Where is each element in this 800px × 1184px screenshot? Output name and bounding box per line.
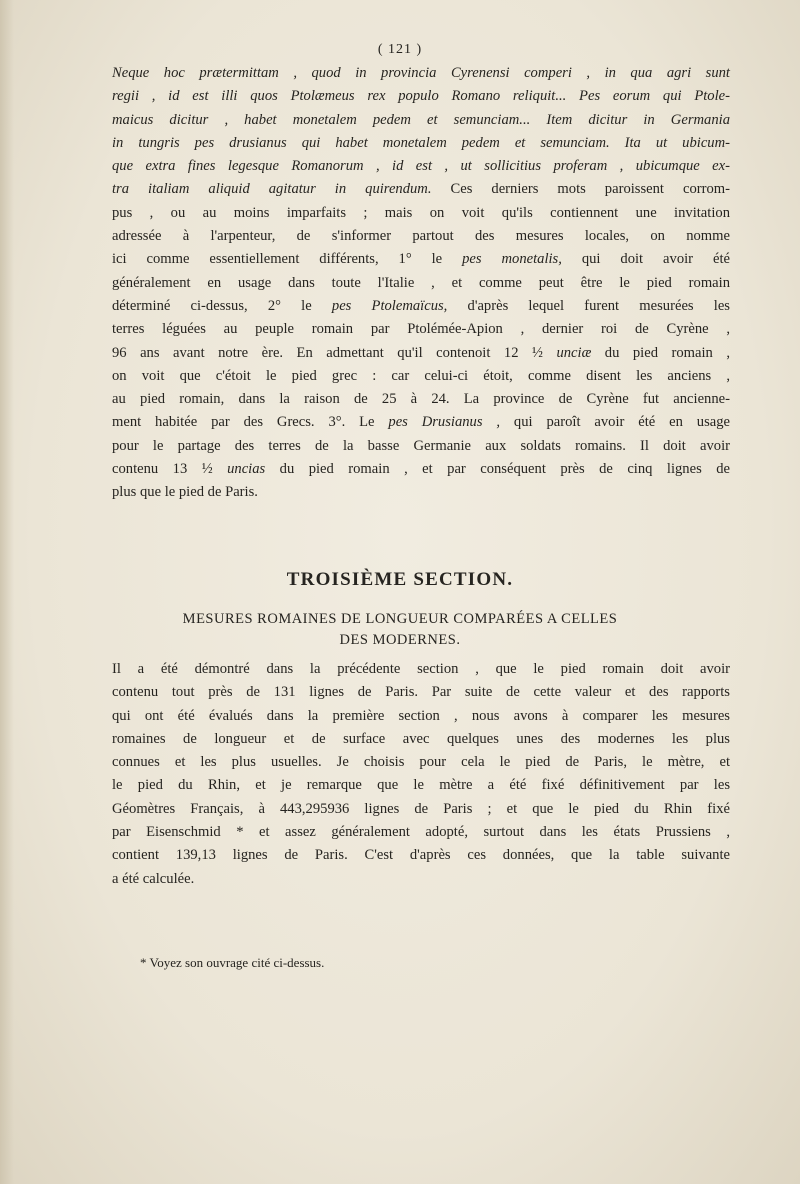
text-run: d'après lequel furent mesurées les	[447, 297, 730, 314]
footnote: * Voyez son ouvrage cité ci-dessus.	[140, 955, 325, 970]
text-run: pus , ou au moins imparfaits ; mais on voit qu'ils contiennent une invitation	[112, 204, 730, 221]
text-run: contient 139,13 lignes de Paris. C'est d'après ces données, que la table suivante	[112, 847, 730, 864]
text-run: pour le partage des terres de la basse Germanie aux soldats romains. Il doit avoir	[112, 437, 730, 454]
text-line	[112, 821, 730, 844]
text-line	[112, 435, 730, 458]
text-line	[112, 844, 730, 867]
text-run: Il a été démontré dans la précédente section , que le pied romain doit avoir	[112, 661, 730, 677]
text-line	[112, 388, 730, 411]
text-line	[112, 774, 730, 797]
text-run: connues et les plus usuelles. Je choisis pour cela le pied de Paris, le mètre, et	[112, 754, 730, 771]
text-line	[112, 272, 730, 295]
text-line	[112, 365, 730, 388]
text-run: déterminé ci-dessus, 2° le	[112, 297, 332, 314]
italic-run: maicus dicitur , habet monetalem pedem et semunciam... Item dicitur in Germania	[112, 111, 730, 128]
italic-run: pes Drusianus ,	[388, 414, 501, 431]
text-line	[112, 798, 730, 821]
text-line	[112, 658, 730, 681]
text-run: par Eisenschmid * et assez généralement adopté, surtout dans les états Prussiens ,	[112, 824, 730, 841]
text-run: contenu tout près de 131 lignes de Paris. Par suite de cette valeur et des rapports	[112, 684, 730, 701]
text-run: ment habitée par des Grecs. 3°. Le	[112, 414, 389, 431]
text-line	[112, 132, 730, 155]
text-run: au pied romain, dans la raison de 25 à 24. La province de Cyrène fut ancienne-	[112, 391, 730, 408]
text-run: Ces derniers mots paroissent corrom-	[431, 181, 730, 198]
text-run: qui doit avoir été	[561, 251, 730, 268]
text-line	[112, 751, 730, 774]
text-line	[112, 295, 730, 318]
italic-run: pes Ptolemaïcus,	[331, 297, 448, 314]
text-run: terres léguées au peuple romain par Ptolémée-Apion , dernier roi de Cyrène ,	[112, 321, 730, 338]
section-subtitle-line: MESURES ROMAINES DE LONGUEUR COMPARÉES A CELLES	[182, 611, 618, 627]
text-line	[112, 155, 730, 178]
page-edge-shadow	[0, 0, 14, 1184]
text-line	[112, 705, 730, 728]
text-run: ici comme essentiellement différents, 1° le	[112, 251, 463, 268]
text-line	[112, 458, 730, 481]
text-run: 96 ans avant notre ère. En admettant qu'il contenoit 12 ½	[112, 344, 557, 361]
text-run: adressée à l'arpenteur, de s'informer partout des mesures locales, on nomme	[112, 228, 730, 245]
text-line	[112, 318, 730, 341]
italic-run: in tungris pes drusianus qui habet monetalem pedem et semunciam. Ita ut ubicum-	[112, 134, 730, 151]
text-line	[112, 868, 730, 891]
text-line	[112, 411, 730, 434]
text-run: du pied romain ,	[591, 344, 730, 361]
text-run: qui ont été évalués dans la première section , nous avons à comparer les mesures	[112, 707, 730, 724]
text-run: généralement en usage dans toute l'Italie , et comme peut être le pied romain	[112, 274, 730, 291]
text-line	[112, 109, 730, 132]
italic-run: Neque hoc prætermittam , quod in provincia Cyrenensi comperi , in qua agri sunt	[112, 65, 730, 81]
text-line	[112, 202, 730, 225]
text-line	[112, 728, 730, 751]
page-number: ( 121 )	[377, 42, 423, 57]
text-run: qui paroît avoir été en usage	[500, 414, 730, 431]
text-line	[112, 178, 730, 201]
text-run: plus que le pied de Paris.	[112, 484, 258, 501]
italic-run: tra italiam aliquid agitatur in quirendum.	[112, 181, 432, 198]
text-run: Géomètres Français, à 443,295936 lignes de Paris ; et que le pied du Rhin fixé	[112, 800, 730, 817]
section-subtitle	[0, 609, 800, 651]
text-line	[112, 481, 730, 504]
paragraph-measures	[112, 658, 730, 891]
text-run: contenu 13 ½	[112, 461, 228, 478]
text-line	[112, 681, 730, 704]
text-run: du pied romain , et par conséquent près de cinq lignes de	[265, 461, 730, 478]
text-line	[112, 225, 730, 248]
italic-run: unciæ	[556, 344, 592, 361]
italic-run: que extra fines legesque Romanorum , id est , ut sollicitius proferam , ubicumque ex-	[112, 158, 730, 175]
section-title: TROISIÈME SECTION.	[286, 569, 514, 590]
text-run: on voit que c'étoit le pied grec : car celui-ci étoit, comme disent les anciens ,	[112, 367, 730, 384]
text-line	[112, 62, 730, 85]
italic-run: pes monetalis,	[462, 251, 562, 268]
text-run: le pied du Rhin, et je remarque que le mètre a été fixé définitivement par les	[112, 777, 730, 794]
paragraph-latin-quote	[112, 62, 730, 505]
text-line	[112, 85, 730, 108]
italic-run: regii , id est illi quos Ptolæmeus rex populo Romano reliquit... Pes eorum qui Ptole-	[112, 88, 730, 105]
text-line	[112, 248, 730, 271]
text-run: a été calculée.	[112, 870, 195, 887]
section-subtitle-line: DES MODERNES.	[339, 632, 461, 648]
italic-run: uncias	[227, 461, 266, 478]
text-line	[112, 342, 730, 365]
text-run: romaines de longueur et de surface avec quelques unes des modernes les plus	[112, 730, 730, 747]
